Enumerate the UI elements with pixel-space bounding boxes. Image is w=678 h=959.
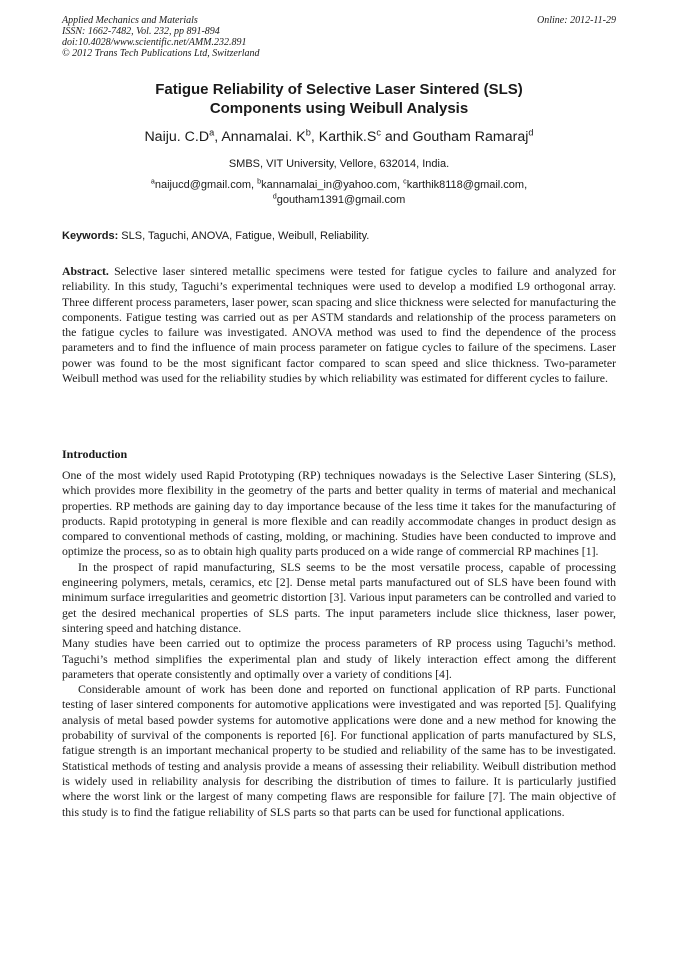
abstract-label: Abstract. [62,264,109,278]
body-paragraph: In the prospect of rapid manufacturing, SLS seems to be the most versatile process, capable of processing engineering polymers, metals, ceramics, etc [2]. Dense metal parts manufactured out of SLS have been found with minimum surface irregularities and geometric distortion [3]. Various input parameters can be controlled and varied to get the desired mechanical properties of SLS parts. The input parameters include slice thickness, laser power, sintering speed and hatching distance. [62,559,616,635]
email-mark: b [257,177,262,186]
introduction-body [62,468,616,820]
email-address: kannamalai_in@yahoo.com [261,179,398,191]
email-address: goutham1391@gmail.com [276,193,406,206]
author-list: Naiju. $C.D^a$, Annamalai. $K^b$, $Karthik.S^c$ and Goutham Ramaraj$^d$ [144,127,534,145]
body-paragraph: Considerable amount of work has been done and reported on functional application of RP parts. Functional testing of laser sintered components for automotive applications were investigated and was reported [5]. Qualifying analysis of metal based powder systems for automotive applications were done and a new method for knowing the probability of survival of the components is reported [6]. For functional application of parts manufactured by SLS, fatigue strength is an important mechanical property to be studied and reliability of the same has to be investigated. Statistical methods of testing and analysis provide a means of assessing their reliability. Weibull distribution method is widely used in reliability analysis for describing the distribution of times to failure. It is particularly justified where the worst link or the largest of many competing flaws are responsible for failure [7]. The main objective of this study is to find the fatigue reliability of SLS parts so that parts can be used for functional applications. [62,682,616,819]
copyright-line: © 2012 Trans Tech Publications Ltd, Switzerland [62,48,260,59]
keywords-text: SLS, Taguchi, ANOVA, Fatigue, Weibull, Reliability. [118,230,370,242]
online-date: Online: 2012-11-29 [537,15,616,26]
abstract-text: Selective laser sintered metallic specimens were tested for fatigue cycles to failure and analyzed for reliability. In this study, Taguchi’s experimental techniques were used to develop a modified L9 orthogonal array. Three different process parameters, laser power, scan spacing and slice thickness were selected for manufacturing the components. Fatigue testing was carried out as per ASTM standards and relationship of the process parameters on the fatigue cycles to failure was investigated. ANOVA method was used to find the dependence of the process parameters and to find the influence of main process parameter on fatigue cycles to failure of the specimens. Laser power was found to be the most significant factor compared to scan speed and slice thickness. Two-parameter Weibull method was used for the reliability studies by which reliability was estimated for different cycles to failure. [62,264,616,386]
abstract [62,264,616,386]
author-name: Karthik.S [318,129,377,145]
email-mark: d [272,192,277,201]
paper-title [62,81,616,118]
author-name: Annamalai. K [221,129,306,145]
keywords-label: Keywords: [62,230,119,242]
introduction-heading: Introduction [62,447,128,461]
email-mark: a [150,177,155,186]
affiliation: SMBS, VIT University, Vellore, 632014, India. [228,158,450,170]
title-line-2: Components using Weibull Analysis [209,99,469,117]
email-address: karthik8118@gmail.com [406,179,525,191]
body-paragraph: One of the most widely used Rapid Prototyping (RP) techniques nowadays is the Selective Laser Sintering (SLS), which provides more flexibility in the geometry of the parts and better quality in terms of material and mechanical properties. RP methods are gaining day to day importance because of the less time it takes for the manufacturing of products. Rapid prototyping in general is more flexible and can readily accommodate changes in product design as compared to conventional methods of casting, molding, or machining. Studies have been conducted to improve and optimize the process, so as to obtain high quality parts produced on a wide range of commercial RP machines [1]. [62,468,616,559]
issn-line: ISSN: 1662-7482, Vol. 232, pp 891-894 [62,26,220,37]
journal-name: Applied Mechanics and Materials [62,15,198,26]
doi-line: doi:10.4028/www.scientific.net/AMM.232.891 [62,37,247,48]
author-mark: c [376,127,381,138]
email-address: naijucd@gmail.com [154,179,251,191]
author-mark: a [209,127,215,138]
author-emails: $^a$naijucd@gmail.com, $^b$kannamalai_in@yahoo.com, $^c$karthik8118@gmail.com, $^d$goutham1391@gmail.com [150,177,528,206]
author-name: Goutham Ramaraj [412,129,529,145]
author-name: Naiju. C.D [144,129,210,145]
body-paragraph: Many studies have been carried out to optimize the process parameters of RP process using Taguchi’s method. Taguchi’s method simplifies the experimental plan and study of likely interaction effect among the different parameters that operate consistently and optimally over a variety of conditions [4]. [62,636,616,681]
keywords [62,229,616,243]
author-mark: d [528,127,534,138]
email-mark: c [403,177,407,186]
title-line-1: Fatigue Reliability of Selective Laser Sintered (SLS) [155,81,523,98]
author-mark: b [305,127,311,138]
journal-header [62,15,616,59]
